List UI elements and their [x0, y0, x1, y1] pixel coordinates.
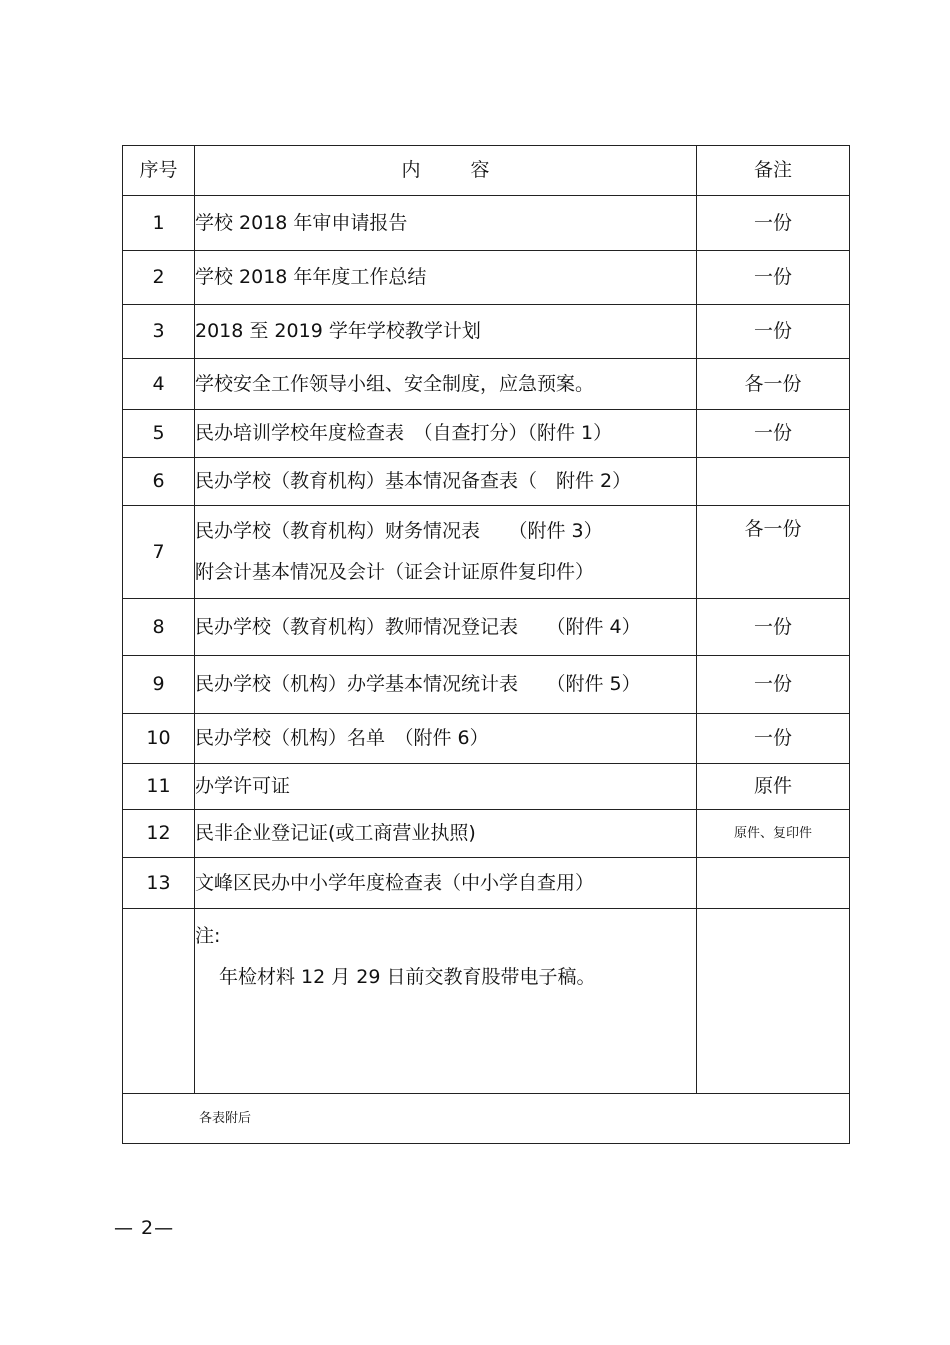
row-no: 5 [123, 410, 195, 458]
note-row [123, 909, 850, 1094]
row-content: 民办学校（机构）办学基本情况统计表 （附件 5） [195, 656, 697, 714]
row-remark: 各一份 [697, 359, 850, 410]
row-no: 4 [123, 359, 195, 410]
row-remark: 一份 [697, 599, 850, 656]
row-remark: 一份 [697, 656, 850, 714]
row-content: 文峰区民办中小学年度检查表（中小学自查用） [195, 858, 697, 909]
row-no: 8 [123, 599, 195, 656]
row-content: 2018 至 2019 学年学校教学计划 [195, 305, 697, 359]
header-remark: 备注 [697, 146, 850, 196]
table-row [123, 599, 850, 656]
note-cell [195, 909, 697, 1094]
header-no: 序号 [123, 146, 195, 196]
row-content [195, 506, 697, 599]
note-title: 注: [195, 925, 221, 947]
row-remark [697, 458, 850, 506]
note-remark-cell [697, 909, 850, 1094]
row-content-line1: 民办学校（教育机构）财务情况表 （附件 3） [195, 520, 603, 543]
footer-row [123, 1094, 850, 1144]
row-content: 学校安全工作领导小组、安全制度，应急预案。 [195, 359, 697, 410]
row-remark: 一份 [697, 251, 850, 305]
row-remark: 原件、复印件 [697, 810, 850, 858]
header-content: 内容 [195, 146, 697, 196]
row-remark: 各一份 [697, 506, 850, 599]
note-body: 年检材料 12 月 29 日前交教育股带电子稿。 [219, 965, 596, 988]
table-row [123, 305, 850, 359]
row-content: 民非企业登记证(或工商营业执照) [195, 810, 697, 858]
footer-note: 各表附后 [123, 1094, 850, 1144]
row-content: 民办学校（机构）名单 （附件 6） [195, 714, 697, 764]
table-row [123, 858, 850, 909]
page-number: — 2— [114, 1217, 175, 1239]
table-row [123, 656, 850, 714]
table-header-row [123, 146, 850, 196]
table-row [123, 714, 850, 764]
table-row [123, 506, 850, 599]
table-row [123, 764, 850, 810]
row-content: 民办学校（教育机构）教师情况登记表 （附件 4） [195, 599, 697, 656]
row-remark: 一份 [697, 305, 850, 359]
materials-table [122, 145, 850, 1144]
row-no: 9 [123, 656, 195, 714]
row-content: 民办培训学校年度检查表 （自查打分）（附件 1） [195, 410, 697, 458]
row-remark [697, 858, 850, 909]
row-no: 1 [123, 196, 195, 251]
row-no: 3 [123, 305, 195, 359]
row-content: 办学许可证 [195, 764, 697, 810]
row-no: 7 [123, 506, 195, 599]
table-row [123, 810, 850, 858]
table-row [123, 458, 850, 506]
row-no: 12 [123, 810, 195, 858]
table-row [123, 359, 850, 410]
row-no: 6 [123, 458, 195, 506]
row-content-line2: 附会计基本情况及会计（证会计证原件复印件） [195, 561, 595, 583]
row-remark: 原件 [697, 764, 850, 810]
table-row [123, 251, 850, 305]
row-content: 学校 2018 年审申请报告 [195, 196, 697, 251]
row-no: 10 [123, 714, 195, 764]
row-content: 民办学校（教育机构）基本情况备查表（ 附件 2） [195, 458, 697, 506]
row-remark: 一份 [697, 714, 850, 764]
row-no: 13 [123, 858, 195, 909]
note-no-cell [123, 909, 195, 1094]
row-content: 学校 2018 年年度工作总结 [195, 251, 697, 305]
row-remark: 一份 [697, 410, 850, 458]
row-no: 2 [123, 251, 195, 305]
row-no: 11 [123, 764, 195, 810]
table-row [123, 196, 850, 251]
row-remark: 一份 [697, 196, 850, 251]
table-row [123, 410, 850, 458]
